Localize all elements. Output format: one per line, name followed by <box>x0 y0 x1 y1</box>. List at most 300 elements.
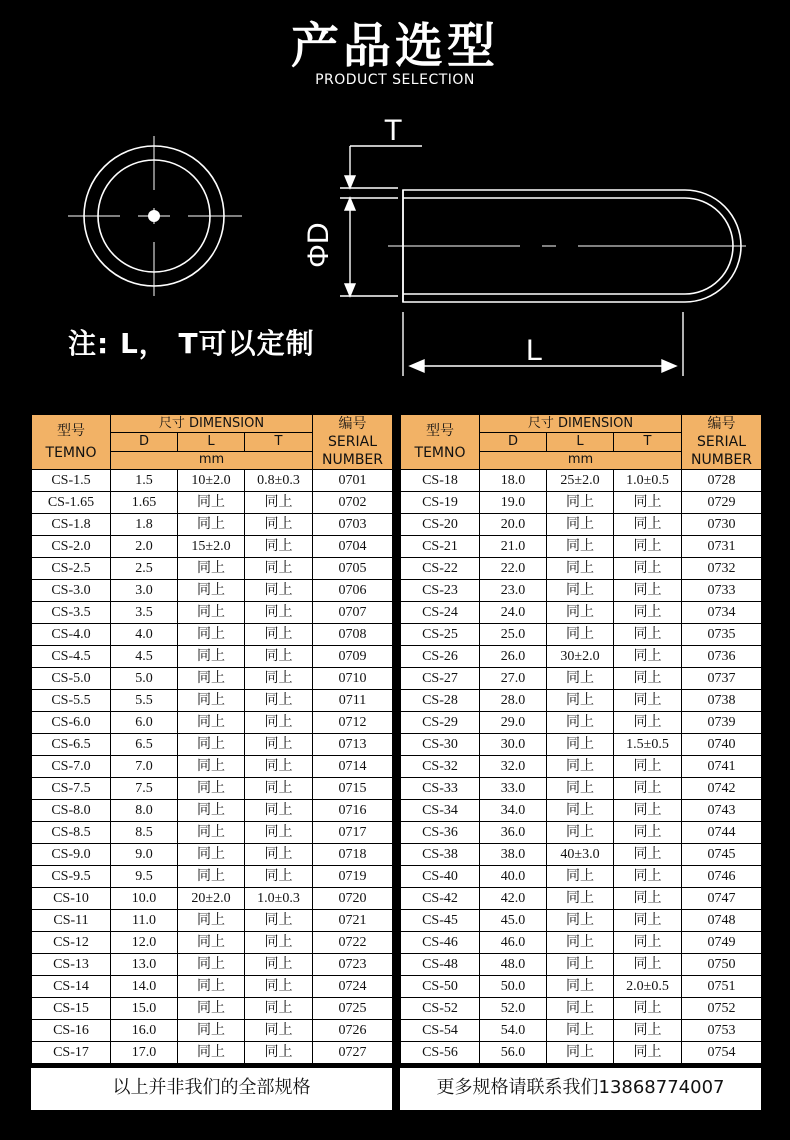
model-cell: CS-34 <box>401 800 480 822</box>
table-row <box>401 536 762 558</box>
serial-cell: 0726 <box>313 1020 393 1042</box>
l-cell: 40±3.0 <box>547 844 614 866</box>
serial-cell: 0705 <box>313 558 393 580</box>
l-cell: 同上 <box>178 734 245 756</box>
model-cell: CS-2.0 <box>32 536 111 558</box>
d-cell: 8.5 <box>111 822 178 844</box>
model-cell: CS-6.5 <box>32 734 111 756</box>
d-cell: 33.0 <box>480 778 547 800</box>
table-row <box>401 668 762 690</box>
d-cell: 5.5 <box>111 690 178 712</box>
d-header: D <box>111 433 178 451</box>
serial-cell: 0738 <box>682 690 762 712</box>
serial-cell: 0736 <box>682 646 762 668</box>
d-cell: 7.0 <box>111 756 178 778</box>
table-row <box>32 734 393 756</box>
l-cell: 同上 <box>178 976 245 998</box>
l-cell: 同上 <box>547 932 614 954</box>
serial-cell: 0710 <box>313 668 393 690</box>
serial-header-en-1: SERIAL <box>328 434 377 450</box>
d-cell: 21.0 <box>480 536 547 558</box>
d-cell: 26.0 <box>480 646 547 668</box>
l-cell: 同上 <box>178 756 245 778</box>
l-cell: 同上 <box>547 558 614 580</box>
t-cell: 同上 <box>614 668 682 690</box>
serial-cell: 0751 <box>682 976 762 998</box>
d-cell: 45.0 <box>480 910 547 932</box>
page-title: 产品选型 <box>290 18 499 74</box>
model-cell: CS-7.5 <box>32 778 111 800</box>
model-cell: CS-42 <box>401 888 480 910</box>
d-cell: 34.0 <box>480 800 547 822</box>
t-cell: 同上 <box>245 756 313 778</box>
l-cell: 同上 <box>547 668 614 690</box>
d-header: D <box>480 433 547 451</box>
table-row <box>32 624 393 646</box>
d-cell: 36.0 <box>480 822 547 844</box>
serial-cell: 0714 <box>313 756 393 778</box>
l-cell: 同上 <box>178 624 245 646</box>
serial-cell: 0703 <box>313 514 393 536</box>
model-cell: CS-3.5 <box>32 602 111 624</box>
model-cell: CS-10 <box>32 888 111 910</box>
model-cell: CS-6.0 <box>32 712 111 734</box>
table-row <box>32 602 393 624</box>
d-cell: 13.0 <box>111 954 178 976</box>
serial-header <box>682 415 762 470</box>
serial-cell: 0744 <box>682 822 762 844</box>
t-cell: 同上 <box>245 646 313 668</box>
serial-cell: 0713 <box>313 734 393 756</box>
right-table-footer: 更多规格请联系我们13868774007 <box>400 1068 761 1110</box>
model-cell: CS-19 <box>401 492 480 514</box>
l-cell: 同上 <box>178 492 245 514</box>
table-row <box>32 954 393 976</box>
serial-header <box>313 415 393 470</box>
table-row <box>32 514 393 536</box>
table-row <box>401 514 762 536</box>
l-cell: 同上 <box>547 690 614 712</box>
model-cell: CS-30 <box>401 734 480 756</box>
table-row <box>401 800 762 822</box>
table-row <box>401 844 762 866</box>
model-cell: CS-26 <box>401 646 480 668</box>
t-cell: 同上 <box>245 558 313 580</box>
t-cell: 同上 <box>245 778 313 800</box>
l-cell: 同上 <box>547 712 614 734</box>
serial-cell: 0715 <box>313 778 393 800</box>
serial-cell: 0734 <box>682 602 762 624</box>
model-cell: CS-15 <box>32 998 111 1020</box>
d-cell: 3.0 <box>111 580 178 602</box>
center-dot <box>148 210 160 222</box>
d-cell: 28.0 <box>480 690 547 712</box>
d-cell: 25.0 <box>480 624 547 646</box>
model-cell: CS-4.5 <box>32 646 111 668</box>
l-cell: 同上 <box>178 646 245 668</box>
dimension-header: 尺寸 DIMENSION <box>111 415 313 433</box>
model-cell: CS-22 <box>401 558 480 580</box>
t-cell: 1.0±0.5 <box>614 470 682 492</box>
d-cell: 15.0 <box>111 998 178 1020</box>
table-row <box>401 624 762 646</box>
page-subtitle: PRODUCT SELECTION <box>315 72 475 88</box>
d-cell: 22.0 <box>480 558 547 580</box>
model-cell: CS-50 <box>401 976 480 998</box>
d-cell: 29.0 <box>480 712 547 734</box>
t-label: T <box>384 114 403 147</box>
model-cell: CS-29 <box>401 712 480 734</box>
l-cell: 同上 <box>178 668 245 690</box>
serial-cell: 0720 <box>313 888 393 910</box>
d-cell: 16.0 <box>111 1020 178 1042</box>
t-cell: 同上 <box>245 690 313 712</box>
model-cell: CS-5.0 <box>32 668 111 690</box>
l-cell: 同上 <box>178 558 245 580</box>
table-row <box>32 580 393 602</box>
spec-table-right-body <box>401 470 762 1064</box>
serial-cell: 0747 <box>682 888 762 910</box>
d-cell: 6.5 <box>111 734 178 756</box>
t-cell: 同上 <box>245 822 313 844</box>
table-row <box>32 668 393 690</box>
d-cell: 38.0 <box>480 844 547 866</box>
table-row <box>32 800 393 822</box>
t-cell: 0.8±0.3 <box>245 470 313 492</box>
l-cell: 同上 <box>178 514 245 536</box>
model-cell: CS-1.5 <box>32 470 111 492</box>
table-row <box>32 910 393 932</box>
left-table-footer: 以上并非我们的全部规格 <box>31 1068 392 1110</box>
table-row <box>401 602 762 624</box>
table-row <box>401 932 762 954</box>
t-cell: 同上 <box>614 646 682 668</box>
serial-cell: 0723 <box>313 954 393 976</box>
d-cell: 19.0 <box>480 492 547 514</box>
l-cell: 同上 <box>178 1020 245 1042</box>
dimension-header: 尺寸 DIMENSION <box>480 415 682 433</box>
d-cell: 3.5 <box>111 602 178 624</box>
serial-cell: 0724 <box>313 976 393 998</box>
l-cell: 同上 <box>547 734 614 756</box>
serial-cell: 0731 <box>682 536 762 558</box>
serial-cell: 0735 <box>682 624 762 646</box>
table-row <box>32 822 393 844</box>
l-cell: 同上 <box>547 536 614 558</box>
model-cell: CS-13 <box>32 954 111 976</box>
d-cell: 12.0 <box>111 932 178 954</box>
d-cell: 54.0 <box>480 1020 547 1042</box>
t-cell: 1.5±0.5 <box>614 734 682 756</box>
serial-cell: 0727 <box>313 1042 393 1064</box>
l-cell: 同上 <box>547 778 614 800</box>
t-cell: 同上 <box>245 734 313 756</box>
d-cell: 23.0 <box>480 580 547 602</box>
l-cell: 同上 <box>547 580 614 602</box>
model-cell: CS-1.65 <box>32 492 111 514</box>
model-cell: CS-18 <box>401 470 480 492</box>
d-cell: 8.0 <box>111 800 178 822</box>
customization-note: 注: L， T可以定制 <box>68 327 315 360</box>
t-cell: 同上 <box>614 778 682 800</box>
model-cell: CS-1.8 <box>32 514 111 536</box>
d-cell: 11.0 <box>111 910 178 932</box>
serial-cell: 0729 <box>682 492 762 514</box>
model-cell: CS-17 <box>32 1042 111 1064</box>
l-cell: 同上 <box>178 1042 245 1064</box>
model-cell: CS-52 <box>401 998 480 1020</box>
d-cell: 9.0 <box>111 844 178 866</box>
table-row <box>32 1020 393 1042</box>
l-cell: 同上 <box>547 976 614 998</box>
l-cell: 同上 <box>547 866 614 888</box>
model-cell: CS-3.0 <box>32 580 111 602</box>
l-cell: 同上 <box>547 602 614 624</box>
l-cell: 同上 <box>547 624 614 646</box>
serial-cell: 0748 <box>682 910 762 932</box>
d-cell: 5.0 <box>111 668 178 690</box>
serial-cell: 0711 <box>313 690 393 712</box>
d-cell: 4.5 <box>111 646 178 668</box>
t-cell: 同上 <box>614 712 682 734</box>
table-row <box>401 954 762 976</box>
table-row <box>401 580 762 602</box>
model-cell: CS-16 <box>32 1020 111 1042</box>
spec-table-left <box>31 414 393 1064</box>
d-cell: 7.5 <box>111 778 178 800</box>
t-cell: 同上 <box>614 558 682 580</box>
l-cell: 15±2.0 <box>178 536 245 558</box>
t-cell: 同上 <box>614 932 682 954</box>
d-cell: 4.0 <box>111 624 178 646</box>
serial-cell: 0701 <box>313 470 393 492</box>
table-row <box>401 866 762 888</box>
model-cell: CS-56 <box>401 1042 480 1064</box>
table-row <box>401 712 762 734</box>
l-cell: 同上 <box>178 778 245 800</box>
serial-cell: 0730 <box>682 514 762 536</box>
table-row <box>32 646 393 668</box>
model-cell: CS-23 <box>401 580 480 602</box>
serial-cell: 0706 <box>313 580 393 602</box>
serial-cell: 0708 <box>313 624 393 646</box>
t-cell: 同上 <box>614 514 682 536</box>
l-cell: 同上 <box>178 712 245 734</box>
l-cell: 同上 <box>178 602 245 624</box>
serial-cell: 0742 <box>682 778 762 800</box>
model-header-cn: 型号 <box>57 423 85 439</box>
l-cell: 同上 <box>178 844 245 866</box>
l-cell: 同上 <box>178 690 245 712</box>
l-cell: 同上 <box>178 998 245 1020</box>
t-dimension <box>340 146 422 210</box>
model-cell: CS-38 <box>401 844 480 866</box>
serial-cell: 0704 <box>313 536 393 558</box>
table-row <box>401 558 762 580</box>
serial-cell: 0741 <box>682 756 762 778</box>
serial-cell: 0721 <box>313 910 393 932</box>
serial-cell: 0749 <box>682 932 762 954</box>
t-cell: 同上 <box>245 954 313 976</box>
l-cell: 同上 <box>547 800 614 822</box>
model-cell: CS-46 <box>401 932 480 954</box>
d-cell: 6.0 <box>111 712 178 734</box>
spec-table-right <box>400 414 762 1064</box>
t-cell: 同上 <box>245 1042 313 1064</box>
l-label: L <box>526 334 543 367</box>
model-cell: CS-2.5 <box>32 558 111 580</box>
l-cell: 同上 <box>547 822 614 844</box>
t-cell: 同上 <box>614 800 682 822</box>
table-row <box>32 778 393 800</box>
table-row <box>32 932 393 954</box>
t-cell: 同上 <box>614 624 682 646</box>
table-row <box>401 646 762 668</box>
serial-cell: 0737 <box>682 668 762 690</box>
t-cell: 同上 <box>245 932 313 954</box>
model-cell: CS-25 <box>401 624 480 646</box>
serial-cell: 0754 <box>682 1042 762 1064</box>
serial-header-en-2: NUMBER <box>322 452 383 468</box>
l-cell: 同上 <box>178 822 245 844</box>
t-header: T <box>245 433 313 451</box>
serial-cell: 0733 <box>682 580 762 602</box>
serial-cell: 0725 <box>313 998 393 1020</box>
model-cell: CS-40 <box>401 866 480 888</box>
table-row <box>401 470 762 492</box>
model-cell: CS-54 <box>401 1020 480 1042</box>
table-row <box>32 998 393 1020</box>
d-cell: 14.0 <box>111 976 178 998</box>
unit-header: mm <box>111 451 313 469</box>
t-cell: 同上 <box>614 844 682 866</box>
model-cell: CS-8.0 <box>32 800 111 822</box>
l-cell: 同上 <box>547 1020 614 1042</box>
d-cell: 52.0 <box>480 998 547 1020</box>
d-cell: 30.0 <box>480 734 547 756</box>
table-row <box>32 888 393 910</box>
l-cell: 同上 <box>178 866 245 888</box>
serial-cell: 0716 <box>313 800 393 822</box>
t-cell: 同上 <box>614 536 682 558</box>
d-cell: 56.0 <box>480 1042 547 1064</box>
d-cell: 1.8 <box>111 514 178 536</box>
t-cell: 同上 <box>614 822 682 844</box>
d-cell: 42.0 <box>480 888 547 910</box>
d-cell: 1.5 <box>111 470 178 492</box>
serial-cell: 0745 <box>682 844 762 866</box>
table-row <box>401 492 762 514</box>
model-cell: CS-28 <box>401 690 480 712</box>
table-row <box>32 712 393 734</box>
t-cell: 同上 <box>614 1020 682 1042</box>
t-cell: 同上 <box>245 800 313 822</box>
l-cell: 同上 <box>547 954 614 976</box>
model-cell: CS-9.5 <box>32 866 111 888</box>
model-cell: CS-45 <box>401 910 480 932</box>
serial-cell: 0743 <box>682 800 762 822</box>
serial-cell: 0717 <box>313 822 393 844</box>
t-cell: 同上 <box>614 690 682 712</box>
serial-cell: 0702 <box>313 492 393 514</box>
d-cell: 24.0 <box>480 602 547 624</box>
model-cell: CS-21 <box>401 536 480 558</box>
model-cell: CS-24 <box>401 602 480 624</box>
l-cell: 同上 <box>547 514 614 536</box>
l-cell: 20±2.0 <box>178 888 245 910</box>
d-cell: 17.0 <box>111 1042 178 1064</box>
l-cell: 同上 <box>547 910 614 932</box>
table-row <box>32 470 393 492</box>
l-header: L <box>547 433 614 451</box>
table-row <box>32 844 393 866</box>
t-cell: 同上 <box>245 536 313 558</box>
t-cell: 同上 <box>245 1020 313 1042</box>
table-row <box>401 690 762 712</box>
l-cell: 同上 <box>547 998 614 1020</box>
table-row <box>32 536 393 558</box>
l-dimension <box>403 312 683 376</box>
d-cell: 40.0 <box>480 866 547 888</box>
l-cell: 同上 <box>178 910 245 932</box>
table-row <box>401 822 762 844</box>
d-cell: 27.0 <box>480 668 547 690</box>
model-header-en: TEMNO <box>45 445 97 461</box>
model-cell: CS-11 <box>32 910 111 932</box>
table-row <box>401 1020 762 1042</box>
side-view <box>388 190 746 302</box>
t-cell: 同上 <box>245 624 313 646</box>
model-cell: CS-5.5 <box>32 690 111 712</box>
t-cell: 同上 <box>245 514 313 536</box>
l-cell: 同上 <box>178 800 245 822</box>
l-cell: 同上 <box>178 932 245 954</box>
unit-header: mm <box>480 451 682 469</box>
serial-cell: 0707 <box>313 602 393 624</box>
d-cell: 9.5 <box>111 866 178 888</box>
t-cell: 同上 <box>614 866 682 888</box>
table-row <box>32 866 393 888</box>
model-header-en: TEMNO <box>414 445 466 461</box>
l-cell: 30±2.0 <box>547 646 614 668</box>
table-row <box>401 888 762 910</box>
t-cell: 同上 <box>614 888 682 910</box>
table-row <box>32 976 393 998</box>
serial-cell: 0722 <box>313 932 393 954</box>
t-cell: 同上 <box>245 910 313 932</box>
t-cell: 同上 <box>614 602 682 624</box>
table-row <box>401 976 762 998</box>
serial-cell: 0709 <box>313 646 393 668</box>
t-cell: 同上 <box>245 976 313 998</box>
table-row <box>32 492 393 514</box>
table-row <box>401 998 762 1020</box>
table-row <box>32 558 393 580</box>
serial-cell: 0750 <box>682 954 762 976</box>
l-cell: 25±2.0 <box>547 470 614 492</box>
table-row <box>32 690 393 712</box>
d-cell: 2.0 <box>111 536 178 558</box>
t-cell: 同上 <box>245 844 313 866</box>
d-cell: 20.0 <box>480 514 547 536</box>
t-cell: 2.0±0.5 <box>614 976 682 998</box>
l-cell: 同上 <box>547 492 614 514</box>
l-cell: 同上 <box>547 1042 614 1064</box>
t-cell: 同上 <box>245 668 313 690</box>
t-cell: 同上 <box>245 580 313 602</box>
table-row <box>401 778 762 800</box>
l-cell: 同上 <box>547 756 614 778</box>
